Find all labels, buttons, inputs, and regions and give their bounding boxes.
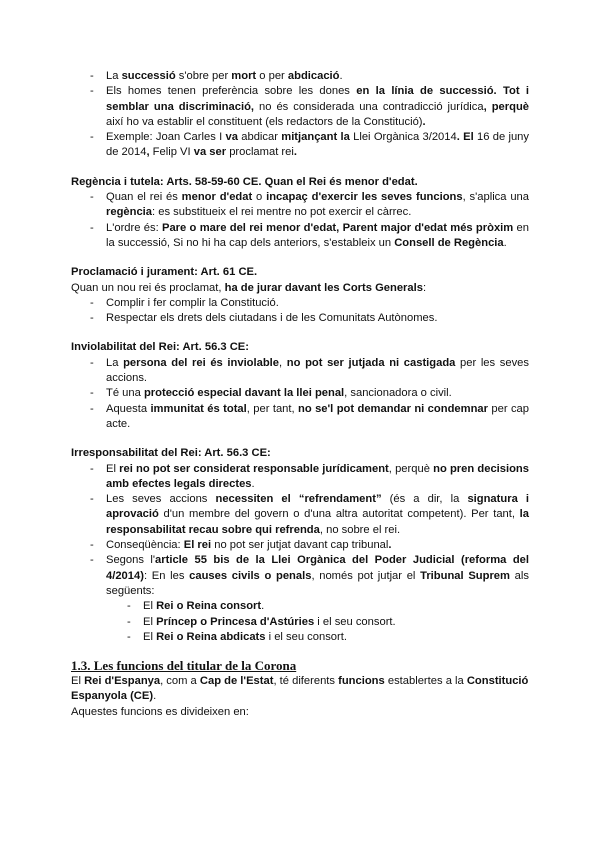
list-item	[71, 130, 529, 161]
bold-text: Rei o Reina consort	[156, 600, 262, 613]
text-segment: : En les	[143, 569, 190, 582]
bold-text: .	[422, 115, 426, 128]
bold-text: no pren decisions amb efectes legals directes	[106, 462, 529, 490]
text-segment: d'un membre del govern o d'una altra autoritat competent). Per tant,	[158, 508, 520, 521]
bold-text: Rei o Reina abdicats	[156, 630, 266, 643]
text-segment: Felip VI	[152, 146, 191, 159]
text-segment: o	[252, 191, 267, 204]
bold-text: ,	[146, 146, 153, 159]
bold-text: rei no pot ser considerat responsable jurídicament	[119, 462, 389, 475]
text-segment: Exemple: Joan Carles I	[106, 131, 223, 144]
text-segment: .	[261, 600, 265, 613]
bold-text: en la línia de successió. Tot i semblar una discriminació,	[106, 85, 529, 113]
text-segment: en la successió, Si no hi ha cap dels anteriors, s'estableix un	[106, 221, 529, 249]
text-segment: .	[339, 70, 343, 82]
text-segment: establertes a la	[384, 675, 467, 688]
text-segment: Segons l'	[106, 554, 156, 567]
text-segment: , té diferents	[273, 675, 339, 688]
text-segment: , no sobre el rei.	[319, 523, 401, 536]
text-segment: als següents:	[106, 569, 529, 597]
text-segment: i el seu consort.	[265, 630, 347, 643]
bold-text: signatura i aprovació	[106, 493, 529, 521]
text-segment: Els homes tenen preferència sobre les dones	[106, 85, 350, 98]
text-segment: El	[143, 600, 157, 613]
bold-text: abdicació	[287, 70, 340, 82]
document-content	[71, 69, 529, 720]
bold-text: immunitat és total	[150, 402, 247, 415]
list-item	[71, 462, 529, 493]
list-item	[71, 296, 529, 311]
text-segment: .	[153, 690, 157, 703]
text-segment: Té una	[106, 387, 144, 400]
text-segment: , per tant,	[246, 402, 299, 415]
funcions-intro	[71, 674, 529, 705]
inviolabilitat-list	[71, 356, 529, 432]
text-segment: Quan un nou rei és proclamat,	[71, 281, 225, 294]
text-segment: :	[422, 281, 427, 294]
regencia-title: Regència i tutela: Arts. 58-59-60 CE. Quan el Rei és menor d'edat.	[71, 175, 418, 188]
list-item	[71, 538, 529, 553]
sub-list-item	[71, 630, 529, 645]
bold-text: Rei d'Espanya	[84, 675, 161, 688]
sub-list-item	[71, 599, 529, 614]
funcions-line: Aquestes funcions es divideixen en:	[71, 705, 249, 718]
text-segment: 16 de juny de 2014	[106, 131, 529, 159]
text-segment: i el seu consort.	[314, 615, 396, 628]
succession-list	[71, 69, 529, 161]
list-item	[71, 356, 529, 387]
text-segment: El	[143, 615, 157, 628]
bold-text: . El	[456, 131, 477, 144]
bold-text: no se'l pot demandar ni condemnar	[298, 402, 488, 415]
text-segment: Aquesta	[106, 402, 151, 415]
tribunal-suprem-sublist	[71, 599, 529, 645]
text-segment: La	[106, 356, 124, 369]
text-segment: , només pot jutjar el	[311, 569, 421, 582]
bold-text: successió	[121, 70, 176, 82]
bold-text: protecció especial davant la llei penal	[143, 387, 345, 400]
text-segment: Les seves accions	[106, 493, 216, 506]
list-item	[71, 386, 529, 401]
text-segment: proclamat rei	[229, 146, 294, 159]
bold-text: va	[222, 131, 242, 144]
list-item	[71, 84, 529, 130]
text-segment: , s'aplica una	[462, 191, 529, 204]
bold-text: El rei	[180, 539, 215, 552]
text-segment: .	[251, 477, 255, 490]
bold-text: causes civils o penals	[189, 569, 312, 582]
text-segment: no pot ser jutjat davant cap tribunal	[214, 539, 389, 552]
bold-text: menor d'edat	[181, 191, 253, 204]
text-segment: Complir i fer complir la Constitució.	[106, 296, 279, 309]
bold-text: incapaç d'exercir les seves funcions	[266, 191, 463, 204]
text-segment: El	[143, 630, 157, 643]
bold-text: Consell de Regència	[394, 236, 504, 249]
bold-text: Constitució Espanyola (CE)	[71, 675, 529, 703]
text-segment: ,	[279, 356, 287, 369]
text-segment: Llei Orgànica 3/2014	[353, 131, 457, 144]
text-segment: : es substitueix el rei mentre no pot exercir el càrrec.	[152, 206, 412, 219]
bold-text: Tribunal Suprem	[420, 569, 510, 582]
bold-text: Príncep o Princesa d'Astúries	[156, 615, 315, 628]
text-segment: Respectar els drets dels ciutadans i de les Comunitats Autònomes.	[106, 312, 438, 325]
bold-text: Pare o mare del rei menor d'edat, Parent major d'edat més pròxim	[162, 221, 514, 234]
bold-text: .	[293, 146, 297, 159]
text-segment: s'obre per	[175, 70, 232, 82]
text-segment: així ho va establir el constituent (els redactors de la Constitució)	[106, 115, 423, 128]
text-segment: o per	[256, 70, 288, 82]
text-segment: (és a dir, la	[381, 493, 468, 506]
proclamacio-title: Proclamació i jurament: Art. 61 CE.	[71, 266, 258, 279]
regencia-list	[71, 190, 529, 251]
bold-text: Cap de l'Estat	[199, 675, 274, 688]
irresponsabilitat-list	[71, 462, 529, 600]
text-segment: per les seves accions.	[106, 356, 529, 385]
bold-text: funcions	[338, 675, 385, 688]
proclamacio-intro	[71, 281, 529, 296]
text-segment: Conseqüència:	[106, 539, 181, 552]
text-segment: per cap acte.	[106, 402, 530, 430]
list-item	[71, 221, 529, 252]
text-segment: El	[106, 462, 120, 475]
list-item	[71, 69, 529, 84]
proclamacio-list	[71, 296, 529, 327]
bold-text: ha de jurar davant les Corts Generals	[224, 281, 423, 294]
section-heading: 1.3. Les funcions del titular de la Corona	[71, 658, 297, 674]
bold-text: persona del rei és inviolable	[123, 356, 280, 369]
list-item	[71, 190, 529, 221]
text-segment: El	[71, 675, 85, 688]
text-segment: , sancionadora o civil.	[344, 387, 452, 400]
inviolabilitat-title: Inviolabilitat del Rei: Art. 56.3 CE:	[71, 341, 249, 354]
text-segment: La	[106, 70, 122, 82]
bold-text: .	[388, 539, 392, 552]
bold-text: va ser	[190, 146, 230, 159]
bold-text: no pot ser jutjada ni castigada	[286, 356, 456, 369]
bold-text: mort	[231, 70, 257, 82]
text-segment: L'ordre és:	[106, 221, 162, 234]
list-item	[71, 553, 529, 599]
bold-text: , perquè	[483, 100, 530, 113]
bold-text: la responsabilitat recau sobre qui refrenda	[106, 508, 529, 536]
bold-text: article 55 bis de la Llei Orgànica del Poder Judicial (reforma del 4/2014)	[106, 554, 529, 582]
text-segment: , com a	[160, 675, 200, 688]
bold-text: mitjançant la	[277, 131, 354, 144]
list-item	[71, 492, 529, 538]
bold-text: necessiten el “refrendament”	[215, 493, 382, 506]
irresponsabilitat-title: Irresponsabilitat del Rei: Art. 56.3 CE:	[71, 447, 271, 460]
text-segment: no és considerada una contradicció jurídica	[259, 100, 484, 113]
text-segment: abdicar	[241, 131, 278, 144]
text-segment: .	[503, 236, 507, 249]
text-segment: Quan el rei és	[106, 191, 182, 204]
list-item	[71, 402, 529, 433]
list-item	[71, 311, 529, 326]
bold-text: regència	[106, 206, 153, 219]
text-segment: , perquè	[388, 462, 434, 475]
sub-list-item	[71, 615, 529, 630]
